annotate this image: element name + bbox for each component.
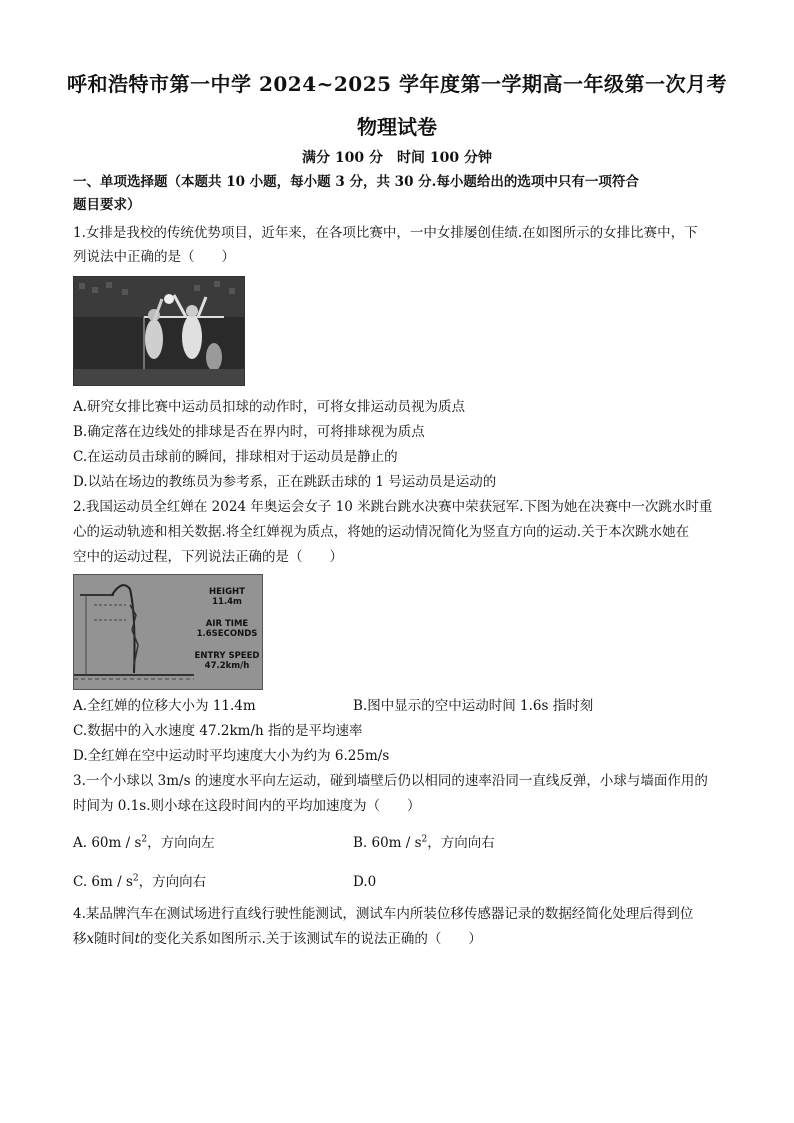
section-heading-line1: 一、单项选择题（本题共 10 小题，每小题 3 分，共 30 分.每小题给出的选项中只有一项符合 [73,174,639,190]
q2-option-a: A.全红婵的位移大小为 11.4m [73,698,256,714]
q1-option-c: C.在运动员击球前的瞬间，排球相对于运动员是静止的 [73,449,398,465]
q4-stem-line2: 移x随时间t的变化关系如图所示.关于该测试车的说法正确的（ ） [73,931,482,947]
q2-option-c: C.数据中的入水速度 47.2km/h 指的是平均速率 [73,723,363,739]
exam-subtitle: 物理试卷 [357,115,437,139]
q1-option-b: B.确定落在边线处的排球是否在界内时，可将排球视为质点 [73,424,425,440]
figure-height-value: 11.4m [212,597,242,607]
q3-option-a: A. $60m / s^2$，方向向左 [73,834,215,851]
diving-figure [73,574,263,690]
q1-option-d: D.以站在场边的教练员为参考系，正在跳跃击球的 1 号运动员是运动的 [73,474,497,490]
q2-option-row1 [73,697,733,715]
figure-speed-label: ENTRY SPEED [194,651,260,661]
exam-meta: 满分 100 分 时间 100 分钟 [302,150,492,166]
q1-stem-line2: 列说法中正确的是（ ） [73,249,235,265]
q3-option-row2 [73,873,733,891]
q3-option-c: C. $6m / s^2$，方向向右 [73,873,207,890]
q1-option-a: A.研究女排比赛中运动员扣球的动作时，可将女排运动员视为质点 [73,399,466,415]
volleyball-photo [73,276,245,386]
q3-option-d: D.0 [353,874,377,890]
q3-option-row1 [73,834,733,852]
q4-stem-line1: 4.某品牌汽车在测试场进行直线行驶性能测试，测试车内所装位移传感器记录的数据经简化处理后得到位 [73,906,694,922]
q2-stem-line3: 空中的运动过程，下列说法正确的是（ ） [73,549,343,565]
q3-option-b: B. $60m / s^2$，方向向右 [353,834,495,851]
q3-stem-line1: 3.一个小球以 3m/s 的速度水平向左运动，碰到墙壁后仍以相同的速率沿同一直线反弹，小球与墙面作用的 [73,773,708,789]
section-heading-line2: 题目要求） [73,197,141,213]
figure-height-label: HEIGHT [209,587,245,597]
figure-airtime-value: 1.6SECONDS [196,629,258,639]
q1-stem-line1: 1.女排是我校的传统优势项目，近年来，在各项比赛中，一中女排屡创佳绩.在如图所示的女排比赛中，下 [73,225,698,241]
q2-stem-line2: 心的运动轨迹和相关数据.将全红婵视为质点，将她的运动情况简化为竖直方向的运动.关于本次跳水她在 [73,524,690,540]
figure-airtime-label: AIR TIME [205,619,249,629]
figure-speed-value: 47.2km/h [204,661,250,671]
volleyball-illustration [74,277,244,385]
exam-title: 呼和浩特市第一中学 2024~2025 学年度第一学期高一年级第一次月考 [66,72,727,96]
q3-stem-line2: 时间为 0.1s.则小球在这段时间内的平均加速度为（ ） [73,798,421,814]
q2-option-d: D.全红婵在空中运动时平均速度大小为约为 6.25m/s [73,748,390,764]
q2-stem-line1: 2.我国运动员全红婵在 2024 年奥运会女子 10 米跳台跳水决赛中荣获冠军.下图为她在决赛中一次跳水时重 [73,499,713,515]
q2-option-b: B.图中显示的空中运动时间 1.6s 指时刻 [353,698,594,714]
